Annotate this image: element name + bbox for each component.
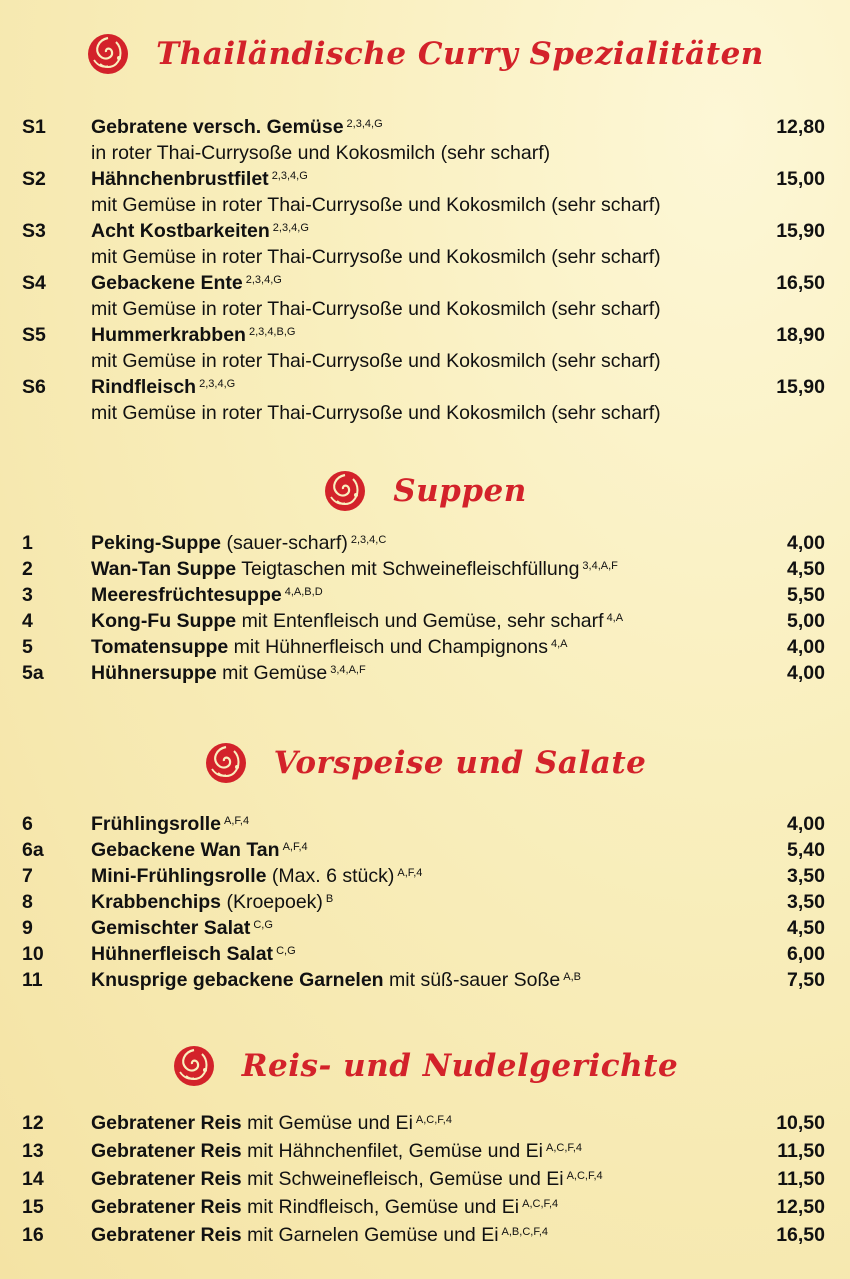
item-price: 7,50 [787,969,825,991]
item-name: Hühnersuppe [91,662,217,684]
item-extra: mit Garnelen Gemüse und Ei [247,1224,499,1246]
item-name: Hühnerfleisch Salat [91,943,274,965]
item-extra: (sauer-scharf) [226,532,348,554]
section-heading-curry [0,26,850,82]
allergen-codes: A,B,C,F,4 [501,1226,548,1238]
item-price: 4,00 [787,532,825,554]
allergen-codes: A,F,4 [397,867,423,879]
allergen-codes: 4,A [606,612,624,624]
allergen-codes: 2,3,4,G [245,274,282,286]
item-extra: mit Hühnerfleisch und Champignons [233,636,548,658]
item-price: 12,50 [776,1196,825,1218]
item-number: S3 [22,220,46,242]
item-extra: mit Rindfleisch, Gemüse und Ei [247,1196,520,1218]
item-extra: mit Gemüse und Ei [247,1112,413,1134]
allergen-codes: 4,A,B,D [284,586,323,598]
item-number: 5 [22,636,33,658]
item-price: 18,90 [776,324,825,346]
item-number: S5 [22,324,46,346]
item-extra: (Kroepoek) [226,891,323,913]
item-number: 2 [22,558,33,580]
item-price: 5,40 [787,839,825,861]
section-heading-reis [0,1038,850,1094]
item-description: mit Gemüse in roter Thai-Currysoße und Kokosmilch (sehr scharf) [91,298,661,320]
item-price: 4,50 [787,558,825,580]
allergen-codes: 2,3,4,G [271,170,308,182]
section-title: Reis- und Nudelgerichte [241,1048,679,1084]
item-number: 12 [22,1112,44,1134]
item-price: 12,80 [776,116,825,138]
item-name: Tomatensuppe [91,636,229,658]
allergen-codes: 2,3,4,G [199,378,236,390]
allergen-codes: 3,4,A,F [330,664,366,676]
item-number: 4 [22,610,33,632]
item-price: 15,90 [776,220,825,242]
item-number: 9 [22,917,33,939]
allergen-codes: 3,4,A,F [582,560,618,572]
allergen-codes: B [325,893,334,905]
item-number: S6 [22,376,46,398]
item-number: 3 [22,584,33,606]
item-extra: mit Gemüse [222,662,328,684]
item-number: S4 [22,272,46,294]
item-name: Frühlingsrolle [91,813,222,835]
section-title: Vorspeise und Salate [273,745,647,781]
item-name: Peking-Suppe [91,532,222,554]
allergen-codes: 2,3,4,C [350,534,387,546]
item-name: Meeresfrüchtesuppe [91,584,282,606]
item-price: 10,50 [776,1112,825,1134]
item-extra: mit Hähnchenfilet, Gemüse und Ei [247,1140,543,1162]
item-number: 6 [22,813,33,835]
item-number: S2 [22,168,46,190]
allergen-codes: A,F,4 [224,815,250,827]
item-name: Kong-Fu Suppe [91,610,237,632]
allergen-codes: 4,A [551,638,568,650]
item-name: Mini-Frühlingsrolle [91,865,267,887]
item-extra: (Max. 6 stück) [271,865,395,887]
item-price: 4,00 [787,813,825,835]
item-name: Gebratener Reis [91,1224,242,1246]
item-name: Rindfleisch [91,376,197,398]
item-name: Gemischter Salat [91,917,251,939]
allergen-codes: A,C,F,4 [566,1170,603,1182]
item-price: 16,50 [776,1224,825,1246]
item-number: 1 [22,532,33,554]
item-description: mit Gemüse in roter Thai-Currysoße und Kokosmilch (sehr scharf) [91,402,661,424]
item-number: 15 [22,1196,44,1218]
item-description: in roter Thai-Currysoße und Kokosmilch (sehr scharf) [91,142,551,164]
allergen-codes: 2,3,4,B,G [248,326,296,338]
item-number: 16 [22,1224,44,1246]
item-number: 7 [22,865,33,887]
allergen-codes: 2,3,4,G [272,222,309,234]
red-swirl-ornament-icon [172,1044,216,1088]
allergen-codes: A,C,F,4 [415,1114,452,1126]
item-extra: mit Schweinefleisch, Gemüse und Ei [247,1168,564,1190]
item-name: Gebackene Ente [91,272,243,294]
item-number: S1 [22,116,46,138]
item-name: Gebratener Reis [91,1140,242,1162]
item-name: Acht Kostbarkeiten [91,220,270,242]
allergen-codes: A,B [563,971,581,983]
item-price: 4,00 [787,662,825,684]
item-name: Gebackene Wan Tan [91,839,280,861]
section-heading-vorspeise [0,735,850,791]
red-swirl-ornament-icon [204,741,248,785]
section-title: Suppen [393,473,527,509]
red-swirl-ornament-icon [323,469,367,513]
item-price: 5,50 [787,584,825,606]
item-price: 15,00 [776,168,825,190]
item-price: 16,50 [776,272,825,294]
allergen-codes: 2,3,4,G [346,118,383,130]
item-name: Krabbenchips [91,891,222,913]
allergen-codes: C,G [276,945,296,957]
item-number: 11 [22,969,43,991]
item-name: Wan-Tan Suppe [91,558,237,580]
item-price: 11,50 [777,1140,825,1162]
allergen-codes: A,F,4 [282,841,308,853]
allergen-codes: A,C,F,4 [522,1198,559,1210]
item-price: 15,90 [776,376,825,398]
item-extra: mit süß-sauer Soße [389,969,561,991]
item-number: 14 [22,1168,44,1190]
item-price: 4,00 [787,636,825,658]
item-name: Hummerkrabben [91,324,246,346]
item-price: 3,50 [787,891,825,913]
item-price: 4,50 [787,917,825,939]
item-number: 13 [22,1140,44,1162]
red-swirl-ornament-icon [86,32,130,76]
item-price: 11,50 [777,1168,825,1190]
item-price: 5,00 [787,610,825,632]
item-name: Gebratener Reis [91,1196,242,1218]
item-price: 6,00 [787,943,825,965]
item-extra: Teigtaschen mit Schweinefleischfüllung [241,558,580,580]
item-extra: mit Entenfleisch und Gemüse, sehr scharf [241,610,604,632]
item-name: Gebratener Reis [91,1168,242,1190]
item-number: 5a [22,662,44,684]
item-number: 6a [22,839,44,861]
item-description: mit Gemüse in roter Thai-Currysoße und Kokosmilch (sehr scharf) [91,350,661,372]
allergen-codes: A,C,F,4 [545,1142,583,1154]
item-price: 3,50 [787,865,825,887]
item-name: Gebratene versch. Gemüse [91,116,344,138]
item-name: Gebratener Reis [91,1112,242,1134]
item-name: Knusprige gebackene Garnelen [91,969,384,991]
section-title: Thailändische Curry Spezialitäten [156,36,764,72]
item-number: 8 [22,891,33,913]
section-heading-suppen [0,463,850,519]
item-description: mit Gemüse in roter Thai-Currysoße und Kokosmilch (sehr scharf) [91,194,661,216]
allergen-codes: C,G [253,919,273,931]
item-name: Hähnchenbrustfilet [91,168,269,190]
item-description: mit Gemüse in roter Thai-Currysoße und Kokosmilch (sehr scharf) [91,246,661,268]
item-number: 10 [22,943,44,965]
